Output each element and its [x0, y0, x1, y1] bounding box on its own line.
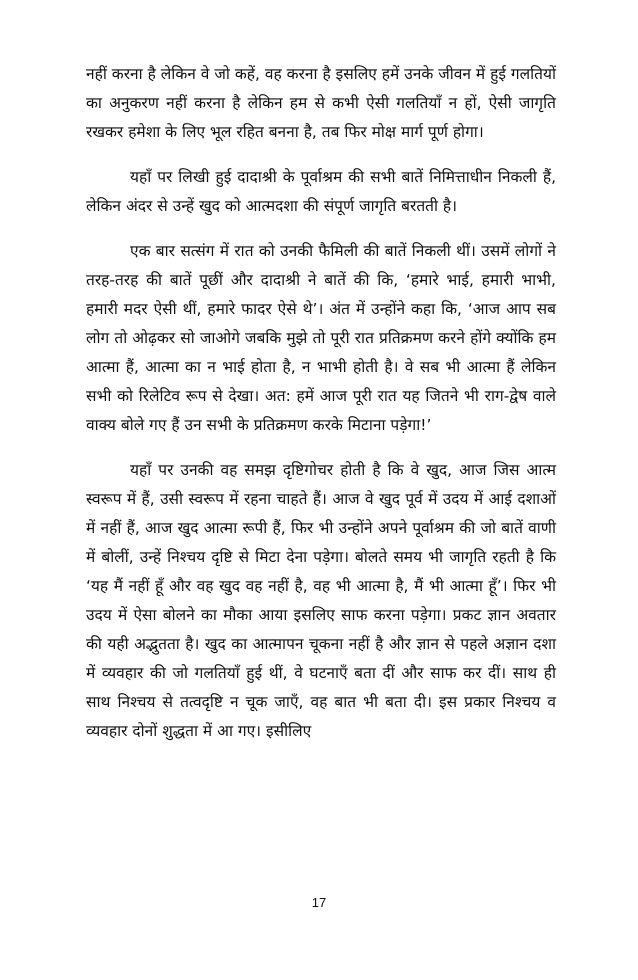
paragraph: यहाँ पर लिखी हुई दादाश्री के पूर्वाश्रम की सभी बातें निमित्ताधीन निकली हैं, लेकिन अंदर से उन्हें खुद को आत्मदशा की संपूर्ण जागृति बरतती है।: [86, 168, 556, 215]
body-text: [86, 60, 556, 762]
paragraph: यहाँ पर उनकी वह समझ दृष्टिगोचर होती है कि वे खुद, आज जिस आत्म स्वरूप में हैं, उसी स्वरूप में रहना चाहते हैं। आज वे खुद पूर्व में उदय में आई दशाओं में नहीं हैं, आज खुद आत्मा रूपी हैं, फिर भी उन्होंने अपने पूर्वाश्रम की जो बातें वाणी में बोलीं, उन्हें निश्चय दृष्टि से मिटा देना पड़ेगा। बोलते समय भी जागृति रहती है कि ‘यह मैं नहीं हूँ और वह खुद वह नहीं है, वह भी आत्मा है, मैं भी आत्मा हूँ’। फिर भी उदय में ऐसा बोलने का मौका आया इसलिए साफ करना पड़ेगा। प्रकट ज्ञान अवतार की यही अद्भुतता है। खुद का आत्मापन चूकना नहीं है और ज्ञान से पहले अज्ञान दशा में व्यवहार की जो गलतियाँ हुई थीं, वे घटनाएँ बता दीं और साफ कर दीं। साथ ही साथ निश्चय से तत्वदृष्टि न चूक जाएँ, वह बात भी बता दी। इस प्रकार निश्चय व व्यवहार दोनों शुद्धता में आ गए। इसीलिए: [86, 461, 556, 740]
paragraph: एक बार सत्संग में रात को उनकी फैमिली की बातें निकली थीं। उसमें लोगों ने तरह-तरह की बातें पूछीं और दादाश्री ने बातें की कि, ‘हमारे भाई, हमारी भाभी, हमारी मदर ऐसी थीं, हमारे फादर ऐसे थे’। अंत में उन्होंने कहा कि, ‘आज आप सब लोग तो ओढ़कर सो जाओगे जबकि मुझे तो पूरी रात प्रतिक्रमण करने होंगे क्योंकि हम आत्मा हैं, आत्मा का न भाई होता है, न भाभी होती है। वे सब भी आत्मा हैं लेकिन सभी को रिलेटिव रूप से देखा। अत: हमें आज पूरी रात यह जितने भी राग-द्वेष वाले वाक्य बोले गए हैं उन सभी के प्रतिक्रमण करके मिटाना पड़ेगा!’: [86, 242, 556, 434]
page-number: 17: [311, 895, 327, 910]
paragraph-continuation: नहीं करना है लेकिन वे जो कहें, वह करना है इसलिए हमें उनके जीवन में हुई गलतियों का अनुकरण नहीं करना है लेकिन हम से कभी ऐसी गलतियाँ न हों, ऐसी जागृति रखकर हमेशा के लिए भूल रहित बनना है, तब फिर मोक्ष मार्ग पूर्ण होगा।: [86, 65, 556, 141]
